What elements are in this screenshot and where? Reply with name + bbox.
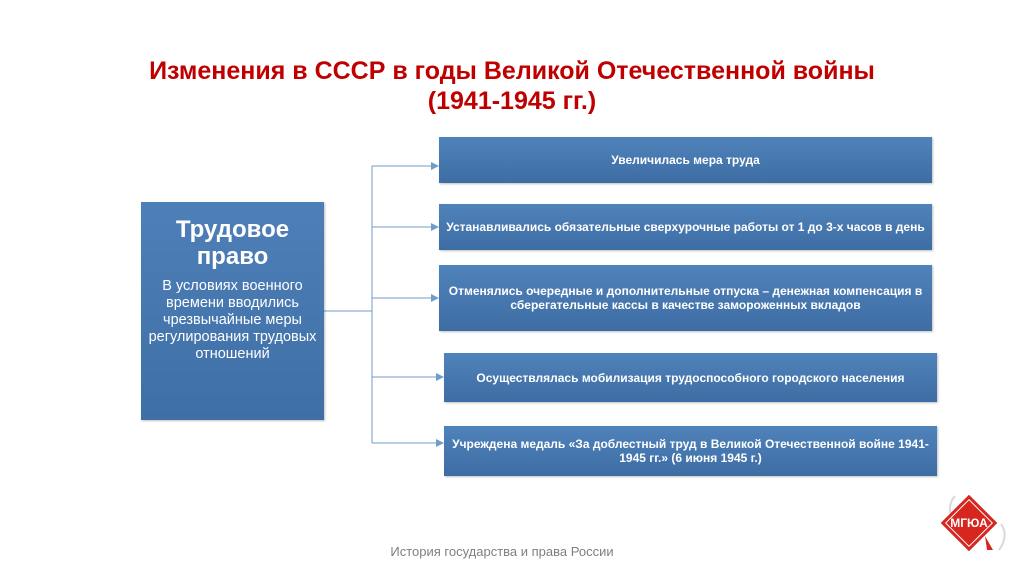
page-title [40, 56, 984, 116]
change-item-box [444, 426, 937, 476]
mgua-logo-icon [935, 490, 1015, 570]
main-topic-description: В условиях военного времени вводились чрезвычайные меры регулирования трудовых отношений [148, 278, 317, 362]
change-item-text: Увеличилась мера труда [611, 153, 760, 167]
title-line-1: Изменения в СССР в годы Великой Отечественной войны [149, 57, 875, 85]
change-item-box [439, 265, 932, 331]
change-item-box [444, 353, 937, 402]
change-item-text: Учреждена медаль «За доблестный труд в Великой Отечественной войне 1941-1945 гг.» (6 июня 1945 г.) [452, 437, 929, 465]
logo-text: МГЮА [950, 516, 988, 530]
main-topic-heading: Трудовое право [175, 216, 290, 270]
change-item-text: Отменялись очередные и дополнительные отпуска – денежная компенсация в сберегательные кассы в качестве замороженных вкладов [448, 284, 923, 312]
change-item-text: Осуществлялась мобилизация трудоспособного городского населения [476, 370, 905, 385]
main-topic-box [141, 202, 324, 420]
title-line-2: (1941-1945 гг.) [427, 87, 597, 115]
footer-caption: История государства и права России [390, 544, 614, 559]
change-item-box [439, 204, 932, 250]
change-item-text: Устанавливались обязательные сверхурочные работы от 1 до 3-х часов в день [446, 220, 925, 234]
change-item-box [439, 137, 932, 183]
